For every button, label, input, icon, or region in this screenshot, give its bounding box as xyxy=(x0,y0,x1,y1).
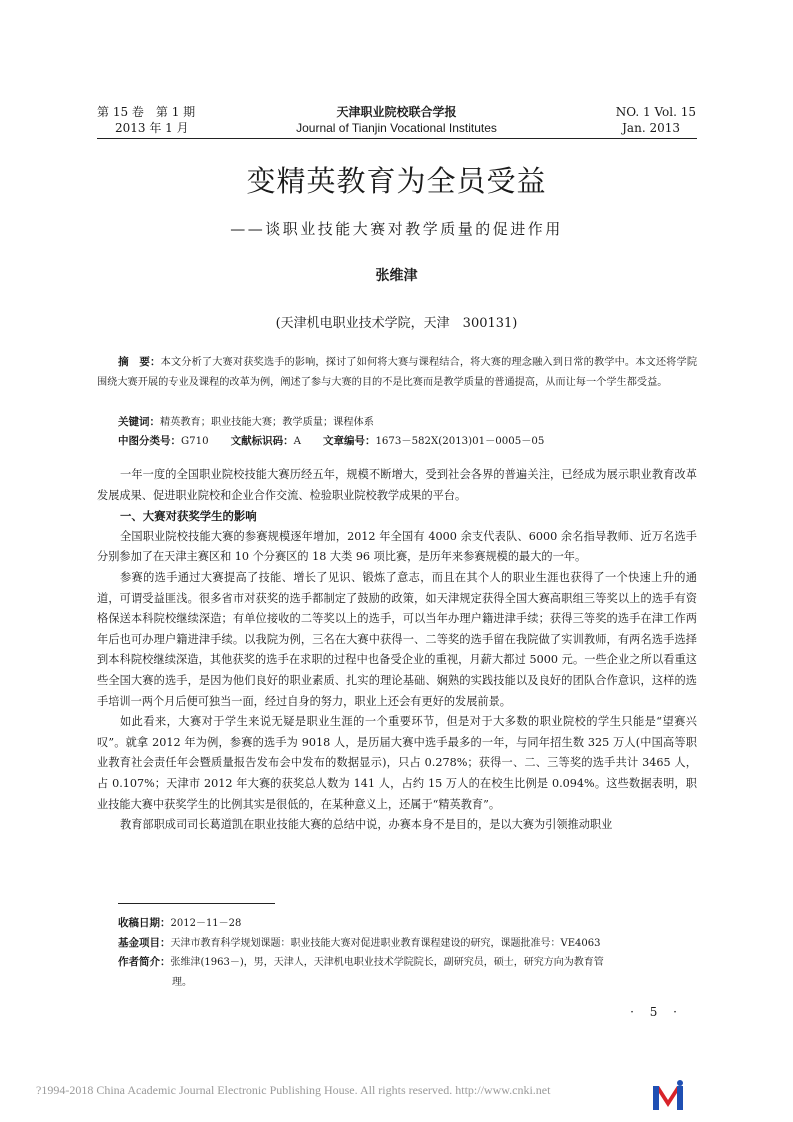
page-number: · 5 · xyxy=(630,1005,683,1019)
cnki-logo-icon xyxy=(651,1078,685,1112)
article-subtitle: ——谈职业技能大赛对教学质量的促进作用 xyxy=(230,220,563,238)
abstract-label: 摘 要： xyxy=(118,356,161,368)
classification-line xyxy=(118,431,698,452)
fund-project: 基金项目：天津市教育科学规划课题：职业技能大赛对促进职业教育课程建设的研究，课题批准号：VE4063 xyxy=(118,936,601,949)
keywords-text: 精英教育；职业技能大赛；教学质量；课程体系 xyxy=(160,417,374,428)
journal-volume-english xyxy=(616,104,696,136)
journal-name-english: Journal of Tianjin Vocational Institutes xyxy=(296,121,497,135)
header-rule xyxy=(97,138,697,139)
doc-code-value: A xyxy=(293,436,301,447)
author-name: 张维津 xyxy=(375,268,418,284)
body-paragraph: 教育部职成司司长葛道凯在职业技能大赛的总结中说，办赛本身不是目的，是以大赛为引领推动职业 xyxy=(120,818,613,832)
section-heading: 一、大赛对获奖学生的影响 xyxy=(120,509,257,524)
article-number-value: 1673－582X(2013)01－0005－05 xyxy=(375,436,545,447)
clc-label: 中图分类号： xyxy=(118,435,181,447)
clc-value: G710 xyxy=(181,436,209,447)
body-paragraph: 如此看来，大赛对于学生来说无疑是职业生涯的一个重要环节，但是对于大多数的职业院校的学生只能是“望赛兴叹”。就拿 2012 年为例，参赛的选手为 9018 人，是历届大赛中选手最多的一年，与同年招生数 325 万人(中国高等职业教育社会责任年会暨质量报告发布会中发布的数据显示)，只占 0.278%；获得一、二、三等奖的选手共计 3465 人，占 0.107%；天津市 2012 年大赛的获奖总人数为 141 人，占约 15 万人的在校生比例是 0.094%。这些数据表明，职业技能大赛中获奖学生的比例其实是很低的，在某种意义上，还属于“精英教育”。 xyxy=(97,715,697,811)
received-date: 收稿日期：2012－11－28 xyxy=(118,917,242,929)
abstract-text: 本文分析了大赛对获奖选手的影响，探讨了如何将大赛与课程结合，将大赛的理念融入到日常的教学中。本文还将学院围绕大赛开展的专业及课程的改革为例，阐述了参与大赛的目的不是比赛而是教学质量的普通提高，从而让每一个学生都受益。 xyxy=(97,357,698,388)
author-bio-continued: 理。 xyxy=(172,976,192,988)
publication-date: 2013 年 1 月 xyxy=(115,121,189,135)
article-title: 变精英教育为全员受益 xyxy=(246,164,547,198)
author-bio: 作者简介：张维津(1963－)，男，天津人，天津机电职业技术学院院长，副研究员，硕士，研究方向为教育管 xyxy=(118,956,604,968)
journal-name-chinese: 天津职业院校联合学报 xyxy=(336,105,457,119)
author-affiliation: (天津机电职业技术学院，天津 300131) xyxy=(275,316,518,331)
body-paragraph: 参赛的选手通过大赛提高了技能、增长了见识、锻炼了意志，而且在其个人的职业生涯也获得了一个快速上升的通道，可谓受益匪浅。很多省市对获奖的选手都制定了鼓励的政策，如天津规定获得全国大赛高职组三等奖以上的选手有资格保送本科院校继续深造；有单位接收的二等奖以上的选手，可以当年办理户籍进津手续；获得三等奖的选手在津工作两年后也可办理户籍进津手续。以我院为例，三名在大赛中获得一、二等奖的选手留在我院做了实训教师，有两名选手选择到本科院校继续深造，其他获奖的选手在求职的过程中也备受企业的重视，月薪大都过 5000 元。一些企业之所以看重这些全国大赛的选手，是因为他们良好的职业素质、扎实的理论基础、娴熟的实践技能以及良好的团队合作意识，这样的选手培训一两个月后便可独当一面，经过自身的努力，职业上还会有更好的发展前景。 xyxy=(97,570,697,708)
keywords xyxy=(118,412,698,433)
footnotes xyxy=(118,914,698,992)
body-paragraph: 一年一度的全国职业院校技能大赛历经五年，规模不断增大，受到社会各界的普遍关注，已经成为展示职业教育改革发展成果、促进职业院校和企业合作交流、检验职业院校教学成果的平台。 xyxy=(97,468,697,502)
abstract xyxy=(97,352,697,393)
article-body xyxy=(97,465,697,836)
footnote-rule xyxy=(118,903,275,904)
copyright-notice: ?1994-2018 China Academic Journal Electronic Publishing House. All rights reserved. http://www.cnki.net xyxy=(36,1083,551,1097)
doc-code-label: 文献标识码： xyxy=(230,435,294,447)
publication-date-english: Jan. 2013 xyxy=(622,121,680,135)
volume-issue-english: NO. 1 Vol. 15 xyxy=(615,105,696,119)
keywords-label: 关键词： xyxy=(118,416,160,428)
article-number-label: 文章编号： xyxy=(322,435,376,447)
volume-issue: 第 15 卷 第 1 期 xyxy=(97,105,196,119)
body-paragraph: 全国职业院校技能大赛的参赛规模逐年增加，2012 年全国有 4000 余支代表队、6000 余名指导教师、近万名选手分别参加了在天津主赛区和 10 个分赛区的 18 大类 96 项比赛，是历年来参赛规模的最大的一年。 xyxy=(97,529,697,564)
